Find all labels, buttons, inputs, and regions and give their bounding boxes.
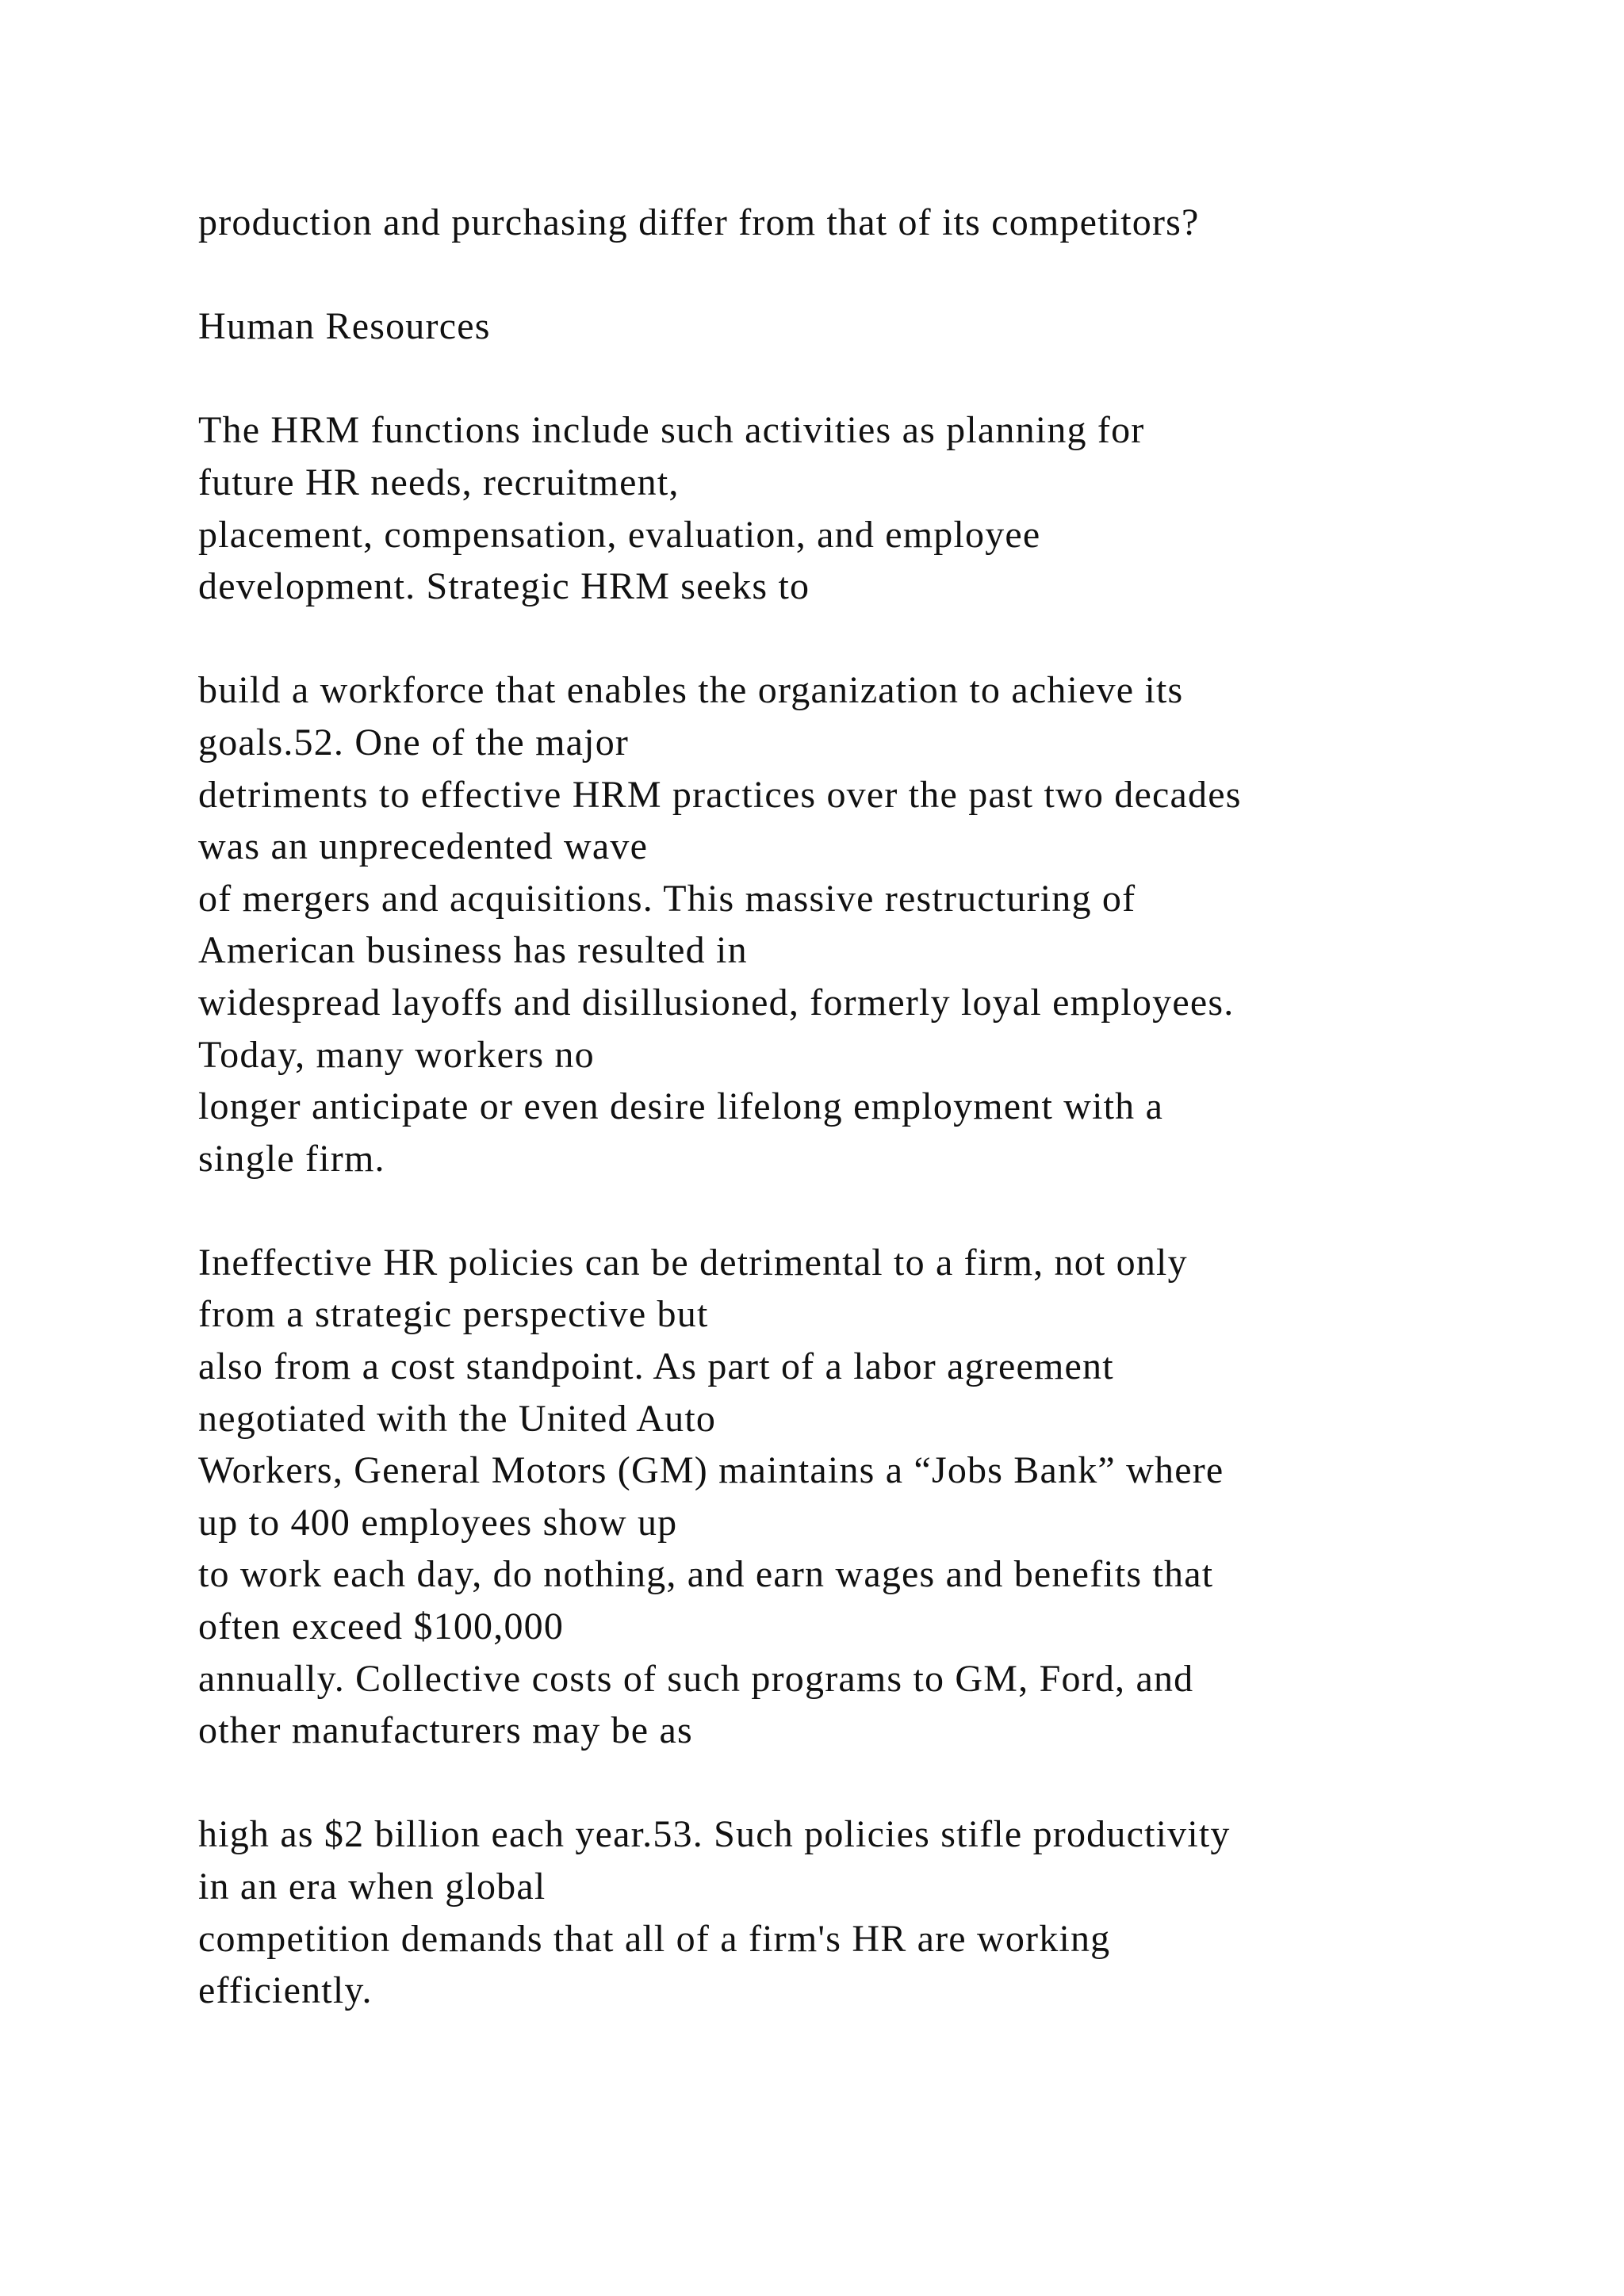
text-line: longer anticipate or even desire lifelong employment with a: [198, 1085, 1164, 1128]
text-line: Workers, General Motors (GM) maintains a “Jobs Bank” where: [198, 1449, 1224, 1492]
text-line: future HR needs, recruitment,: [198, 461, 680, 503]
text-line: often exceed $100,000: [198, 1605, 565, 1648]
document-body: [198, 197, 1594, 2017]
blank-line: [198, 1757, 1594, 1809]
text-line: from a strategic perspective but: [198, 1293, 709, 1336]
text-line: widespread layoffs and disillusioned, formerly loyal employees.: [198, 981, 1235, 1024]
text-line: goals.52. One of the major: [198, 721, 630, 763]
text-line: efficiently.: [198, 1969, 373, 2012]
text-line: was an unprecedented wave: [198, 825, 649, 868]
text-line: single firm.: [198, 1137, 385, 1180]
text-line: of mergers and acquisitions. This massive restructuring of: [198, 877, 1136, 920]
text-line: The HRM functions include such activities as planning for: [198, 409, 1145, 452]
text-line: build a workforce that enables the organization to achieve its: [198, 669, 1184, 712]
blank-line: [198, 353, 1594, 405]
blank-line: [198, 249, 1594, 301]
text-line: American business has resulted in: [198, 929, 748, 972]
blank-line: [198, 613, 1594, 665]
blank-line: [198, 1184, 1594, 1237]
text-line: Ineffective HR policies can be detrimental to a firm, not only: [198, 1241, 1188, 1284]
text-line: Today, many workers no: [198, 1033, 595, 1076]
section-heading: Human Resources: [198, 305, 491, 348]
text-line: placement, compensation, evaluation, and employee: [198, 513, 1041, 556]
text-line: production and purchasing differ from that of its competitors?: [198, 201, 1200, 243]
text-line: other manufacturers may be as: [198, 1709, 693, 1752]
text-line: high as $2 billion each year.53. Such policies stifle productivity: [198, 1813, 1231, 1856]
text-line: development. Strategic HRM seeks to: [198, 565, 810, 608]
text-line: in an era when global: [198, 1866, 546, 1908]
text-line: negotiated with the United Auto: [198, 1397, 717, 1440]
text-line: to work each day, do nothing, and earn wages and benefits that: [198, 1553, 1214, 1596]
text-line: detriments to effective HRM practices over the past two decades: [198, 773, 1242, 816]
text-line: competition demands that all of a firm's HR are working: [198, 1917, 1111, 1960]
text-line: annually. Collective costs of such programs to GM, Ford, and: [198, 1657, 1194, 1700]
text-line: also from a cost standpoint. As part of a labor agreement: [198, 1345, 1114, 1388]
text-line: up to 400 employees show up: [198, 1501, 678, 1544]
